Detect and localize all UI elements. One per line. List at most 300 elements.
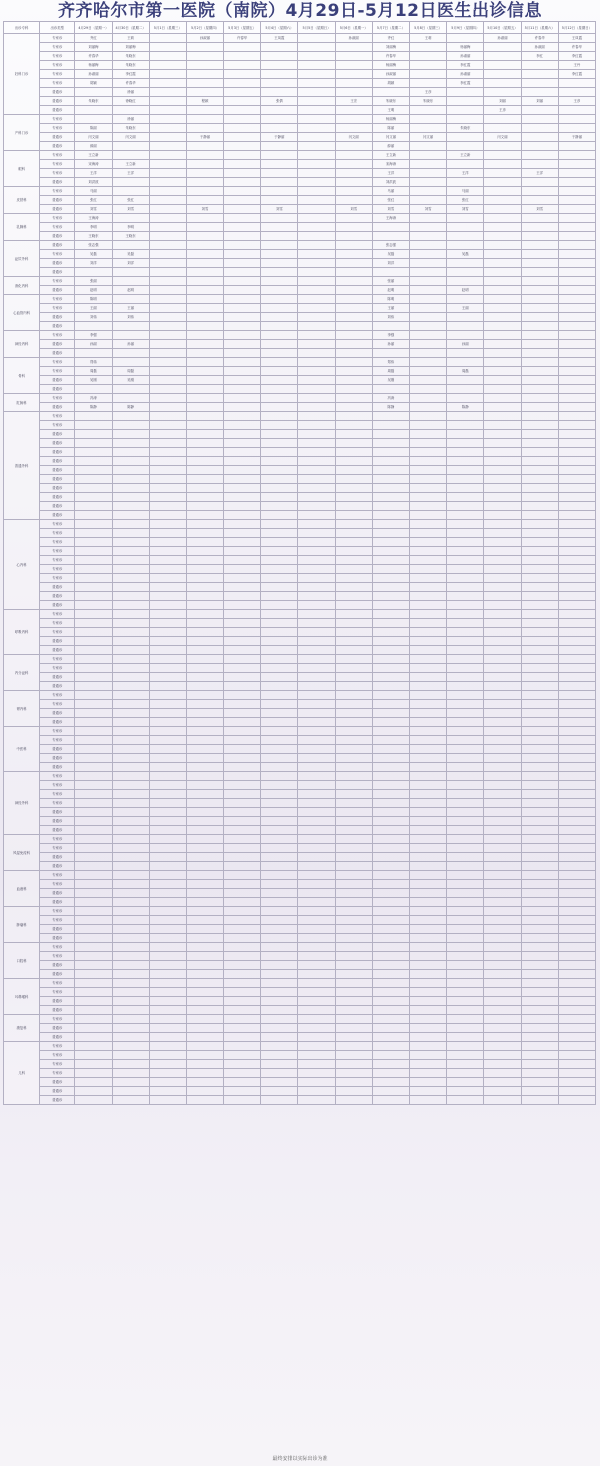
doctor-cell (112, 754, 149, 763)
visit-type-cell: 专家诊 (40, 421, 75, 430)
table-row (4, 61, 596, 70)
doctor-cell (484, 1078, 521, 1087)
doctor-cell (410, 412, 447, 421)
doctor-cell (447, 1051, 484, 1060)
doctor-cell (149, 835, 186, 844)
doctor-cell (521, 187, 558, 196)
doctor-cell: 吴刚 (75, 376, 112, 385)
doctor-cell (484, 142, 521, 151)
doctor-cell (149, 196, 186, 205)
doctor-cell (261, 313, 298, 322)
doctor-cell (410, 934, 447, 943)
doctor-cell (558, 880, 595, 889)
doctor-cell (335, 772, 372, 781)
doctor-cell (149, 1006, 186, 1015)
doctor-cell (186, 601, 223, 610)
doctor-cell (558, 502, 595, 511)
doctor-cell (521, 619, 558, 628)
doctor-cell (298, 187, 335, 196)
doctor-cell (335, 655, 372, 664)
doctor-cell: 徐丽 (112, 115, 149, 124)
table-row (4, 907, 596, 916)
visit-type-cell: 专家诊 (40, 979, 75, 988)
doctor-cell (224, 187, 261, 196)
doctor-cell (447, 1015, 484, 1024)
doctor-cell (261, 1087, 298, 1096)
table-row (4, 142, 596, 151)
doctor-cell (224, 862, 261, 871)
doctor-cell (186, 70, 223, 79)
table-row (4, 115, 596, 124)
visit-type-cell: 普通诊 (40, 754, 75, 763)
doctor-cell (261, 448, 298, 457)
doctor-cell (186, 970, 223, 979)
doctor-cell (298, 493, 335, 502)
doctor-cell (410, 1096, 447, 1105)
doctor-cell (75, 1051, 112, 1060)
doctor-cell (521, 862, 558, 871)
doctor-cell (484, 646, 521, 655)
doctor-cell (447, 142, 484, 151)
doctor-cell (261, 142, 298, 151)
doctor-cell (521, 574, 558, 583)
doctor-cell (335, 304, 372, 313)
doctor-cell (149, 934, 186, 943)
doctor-cell (558, 1006, 595, 1015)
table-row (4, 691, 596, 700)
doctor-cell (298, 1096, 335, 1105)
doctor-cell (521, 655, 558, 664)
table-row (4, 349, 596, 358)
doctor-cell (521, 1015, 558, 1024)
doctor-cell (447, 160, 484, 169)
visit-type-cell: 普通诊 (40, 1078, 75, 1087)
doctor-cell (261, 241, 298, 250)
doctor-cell (186, 115, 223, 124)
doctor-cell: 李红霞 (447, 79, 484, 88)
doctor-cell (298, 178, 335, 187)
doctor-cell (298, 772, 335, 781)
doctor-cell (75, 853, 112, 862)
doctor-cell (149, 124, 186, 133)
doctor-cell: 许春华 (372, 52, 409, 61)
doctor-cell (224, 502, 261, 511)
doctor-cell (521, 1033, 558, 1042)
doctor-cell (261, 565, 298, 574)
doctor-cell (447, 1069, 484, 1078)
doctor-cell: 朱晓东 (410, 97, 447, 106)
doctor-cell (224, 412, 261, 421)
doctor-cell (447, 619, 484, 628)
doctor-cell (149, 259, 186, 268)
doctor-cell (335, 799, 372, 808)
doctor-cell (149, 178, 186, 187)
doctor-cell (521, 151, 558, 160)
doctor-cell: 刘雪 (186, 205, 223, 214)
department-name: 口腔科 (4, 943, 40, 979)
visit-type-cell: 普通诊 (40, 853, 75, 862)
doctor-cell (298, 934, 335, 943)
table-row (4, 376, 596, 385)
doctor-cell (224, 736, 261, 745)
table-row (4, 313, 596, 322)
doctor-cell (224, 646, 261, 655)
doctor-cell (335, 628, 372, 637)
doctor-cell (521, 673, 558, 682)
doctor-cell (261, 556, 298, 565)
doctor-cell (224, 1087, 261, 1096)
doctor-cell (149, 772, 186, 781)
doctor-cell (558, 727, 595, 736)
doctor-cell (149, 520, 186, 529)
doctor-cell (298, 286, 335, 295)
doctor-cell (261, 475, 298, 484)
doctor-cell (298, 250, 335, 259)
doctor-cell (447, 673, 484, 682)
doctor-cell (484, 664, 521, 673)
doctor-cell (112, 826, 149, 835)
table-row (4, 133, 596, 142)
doctor-cell (75, 1006, 112, 1015)
doctor-cell (484, 205, 521, 214)
doctor-cell (335, 619, 372, 628)
doctor-cell (447, 106, 484, 115)
doctor-cell (521, 727, 558, 736)
doctor-cell (112, 772, 149, 781)
doctor-cell (410, 610, 447, 619)
doctor-cell (521, 223, 558, 232)
visit-type-cell: 普通诊 (40, 511, 75, 520)
doctor-cell (298, 808, 335, 817)
doctor-cell (558, 952, 595, 961)
doctor-cell (298, 745, 335, 754)
doctor-cell (186, 880, 223, 889)
department-name: 妇科门诊 (4, 34, 40, 115)
doctor-cell (149, 682, 186, 691)
doctor-cell (558, 394, 595, 403)
doctor-cell (298, 223, 335, 232)
doctor-cell (298, 106, 335, 115)
table-row (4, 169, 596, 178)
doctor-cell (186, 349, 223, 358)
table-row (4, 502, 596, 511)
doctor-cell (558, 1042, 595, 1051)
doctor-cell (484, 367, 521, 376)
table-row (4, 403, 596, 412)
doctor-cell (447, 1096, 484, 1105)
doctor-cell (75, 988, 112, 997)
doctor-cell (224, 79, 261, 88)
doctor-cell (186, 709, 223, 718)
visit-type-cell: 专家诊 (40, 844, 75, 853)
doctor-cell (558, 574, 595, 583)
visit-type-cell: 专家诊 (40, 610, 75, 619)
doctor-cell (484, 565, 521, 574)
doctor-cell (186, 700, 223, 709)
doctor-cell (335, 115, 372, 124)
doctor-cell (410, 826, 447, 835)
doctor-cell (298, 682, 335, 691)
department-name: 神经外科 (4, 772, 40, 835)
table-row (4, 889, 596, 898)
doctor-cell (112, 961, 149, 970)
doctor-cell (261, 430, 298, 439)
doctor-cell (261, 160, 298, 169)
doctor-cell (410, 781, 447, 790)
doctor-cell (558, 322, 595, 331)
doctor-cell (558, 610, 595, 619)
doctor-cell: 吴磊 (447, 250, 484, 259)
department-name: 肾内科 (4, 691, 40, 727)
doctor-cell (149, 268, 186, 277)
doctor-cell (410, 970, 447, 979)
doctor-cell (410, 106, 447, 115)
doctor-cell (224, 205, 261, 214)
table-row (4, 106, 596, 115)
doctor-cell (261, 331, 298, 340)
doctor-cell (447, 700, 484, 709)
doctor-cell: 刘洋 (75, 259, 112, 268)
doctor-cell (447, 997, 484, 1006)
table-row (4, 196, 596, 205)
doctor-cell (149, 97, 186, 106)
doctor-cell (410, 1087, 447, 1096)
doctor-cell (112, 538, 149, 547)
doctor-cell (521, 1069, 558, 1078)
doctor-cell (558, 313, 595, 322)
doctor-cell (558, 160, 595, 169)
doctor-cell (484, 520, 521, 529)
doctor-cell (298, 763, 335, 772)
doctor-cell (186, 151, 223, 160)
doctor-cell (149, 1060, 186, 1069)
doctor-cell (149, 736, 186, 745)
doctor-cell (558, 106, 595, 115)
doctor-cell (410, 430, 447, 439)
doctor-cell (521, 601, 558, 610)
visit-type-cell: 专家诊 (40, 943, 75, 952)
visit-type-cell: 普通诊 (40, 439, 75, 448)
doctor-cell (335, 781, 372, 790)
department-name: 神经内科 (4, 331, 40, 358)
doctor-cell (224, 52, 261, 61)
doctor-cell: 王丹 (558, 61, 595, 70)
doctor-cell (484, 457, 521, 466)
doctor-cell (521, 637, 558, 646)
doctor-cell: 朱晓东 (112, 52, 149, 61)
doctor-cell (447, 511, 484, 520)
doctor-cell (447, 754, 484, 763)
doctor-cell (447, 448, 484, 457)
doctor-cell (149, 502, 186, 511)
doctor-cell (261, 502, 298, 511)
doctor-cell (298, 358, 335, 367)
department-name: 呼吸内科 (4, 610, 40, 655)
doctor-cell (521, 763, 558, 772)
doctor-cell (335, 1024, 372, 1033)
doctor-cell: 王彦 (410, 88, 447, 97)
doctor-cell (372, 682, 409, 691)
doctor-cell (447, 871, 484, 880)
doctor-cell (261, 394, 298, 403)
doctor-cell (224, 1015, 261, 1024)
doctor-cell (224, 223, 261, 232)
doctor-cell (224, 745, 261, 754)
doctor-cell (261, 601, 298, 610)
doctor-cell (112, 331, 149, 340)
doctor-cell (149, 493, 186, 502)
doctor-cell (186, 979, 223, 988)
doctor-cell (75, 862, 112, 871)
visit-type-cell: 专家诊 (40, 70, 75, 79)
doctor-cell (149, 871, 186, 880)
doctor-cell (558, 583, 595, 592)
doctor-cell: 王凤霞 (261, 34, 298, 43)
doctor-cell (484, 655, 521, 664)
doctor-cell (558, 250, 595, 259)
doctor-cell (484, 1096, 521, 1105)
doctor-cell (75, 1078, 112, 1087)
doctor-cell (149, 1078, 186, 1087)
table-row (4, 232, 596, 241)
doctor-cell (484, 952, 521, 961)
doctor-cell (335, 682, 372, 691)
visit-type-cell: 专家诊 (40, 304, 75, 313)
doctor-cell (521, 754, 558, 763)
doctor-cell (335, 331, 372, 340)
doctor-cell (558, 484, 595, 493)
doctor-cell (75, 421, 112, 430)
doctor-cell (335, 358, 372, 367)
doctor-cell (112, 997, 149, 1006)
doctor-cell (75, 970, 112, 979)
doctor-cell (75, 88, 112, 97)
doctor-cell (447, 241, 484, 250)
doctor-cell (484, 475, 521, 484)
doctor-cell (224, 1024, 261, 1033)
doctor-cell (372, 493, 409, 502)
visit-type-cell: 专家诊 (40, 160, 75, 169)
doctor-cell (484, 286, 521, 295)
doctor-cell (261, 961, 298, 970)
doctor-cell (112, 322, 149, 331)
doctor-cell (521, 880, 558, 889)
doctor-cell (112, 1006, 149, 1015)
doctor-cell (261, 655, 298, 664)
doctor-cell (410, 682, 447, 691)
doctor-cell (335, 178, 372, 187)
doctor-cell: 胡颖 (372, 79, 409, 88)
doctor-cell (149, 349, 186, 358)
doctor-cell (335, 403, 372, 412)
doctor-cell (447, 466, 484, 475)
doctor-cell (335, 124, 372, 133)
visit-type-cell: 专家诊 (40, 988, 75, 997)
doctor-cell (149, 1024, 186, 1033)
doctor-cell: 王丽 (75, 304, 112, 313)
doctor-cell (186, 142, 223, 151)
doctor-cell: 刘伟 (112, 313, 149, 322)
doctor-cell (298, 448, 335, 457)
doctor-cell (261, 736, 298, 745)
doctor-cell (149, 448, 186, 457)
doctor-cell (298, 637, 335, 646)
doctor-cell (447, 232, 484, 241)
doctor-cell (261, 403, 298, 412)
doctor-cell (261, 367, 298, 376)
doctor-cell (447, 817, 484, 826)
doctor-cell (335, 52, 372, 61)
doctor-cell (410, 862, 447, 871)
doctor-cell (447, 259, 484, 268)
visit-type-cell: 普通诊 (40, 448, 75, 457)
doctor-cell (224, 925, 261, 934)
table-row (4, 862, 596, 871)
doctor-cell (410, 691, 447, 700)
doctor-cell: 刘伟 (372, 313, 409, 322)
doctor-cell (298, 43, 335, 52)
doctor-cell (186, 394, 223, 403)
doctor-cell (224, 511, 261, 520)
visit-type-cell: 普通诊 (40, 898, 75, 907)
doctor-cell (112, 1033, 149, 1042)
doctor-cell: 杨丽梅 (75, 61, 112, 70)
doctor-cell (186, 1051, 223, 1060)
doctor-cell: 赵明 (112, 286, 149, 295)
doctor-cell (410, 889, 447, 898)
doctor-cell (224, 250, 261, 259)
doctor-cell (335, 709, 372, 718)
doctor-cell (558, 889, 595, 898)
doctor-cell (558, 529, 595, 538)
doctor-cell (410, 754, 447, 763)
doctor-cell (186, 520, 223, 529)
table-row (4, 34, 596, 43)
doctor-cell (112, 646, 149, 655)
doctor-cell (410, 835, 447, 844)
table-row (4, 421, 596, 430)
doctor-cell (521, 232, 558, 241)
doctor-cell (447, 880, 484, 889)
doctor-cell (484, 331, 521, 340)
doctor-cell (186, 169, 223, 178)
doctor-cell (75, 952, 112, 961)
doctor-cell (112, 1096, 149, 1105)
department-name: 康复科 (4, 1015, 40, 1042)
visit-type-cell: 专家诊 (40, 916, 75, 925)
visit-type-cell: 专家诊 (40, 34, 75, 43)
doctor-cell (521, 556, 558, 565)
doctor-cell (447, 988, 484, 997)
table-row (4, 268, 596, 277)
doctor-cell (521, 979, 558, 988)
doctor-cell (521, 376, 558, 385)
doctor-cell (298, 484, 335, 493)
doctor-cell (335, 1060, 372, 1069)
table-row (4, 808, 596, 817)
doctor-cell (558, 457, 595, 466)
doctor-cell (558, 565, 595, 574)
doctor-cell (521, 115, 558, 124)
doctor-cell (112, 295, 149, 304)
doctor-cell (410, 448, 447, 457)
doctor-cell (261, 358, 298, 367)
doctor-cell (149, 727, 186, 736)
doctor-cell: 朱晓东 (447, 124, 484, 133)
doctor-cell (558, 898, 595, 907)
doctor-cell (447, 88, 484, 97)
doctor-cell (521, 475, 558, 484)
